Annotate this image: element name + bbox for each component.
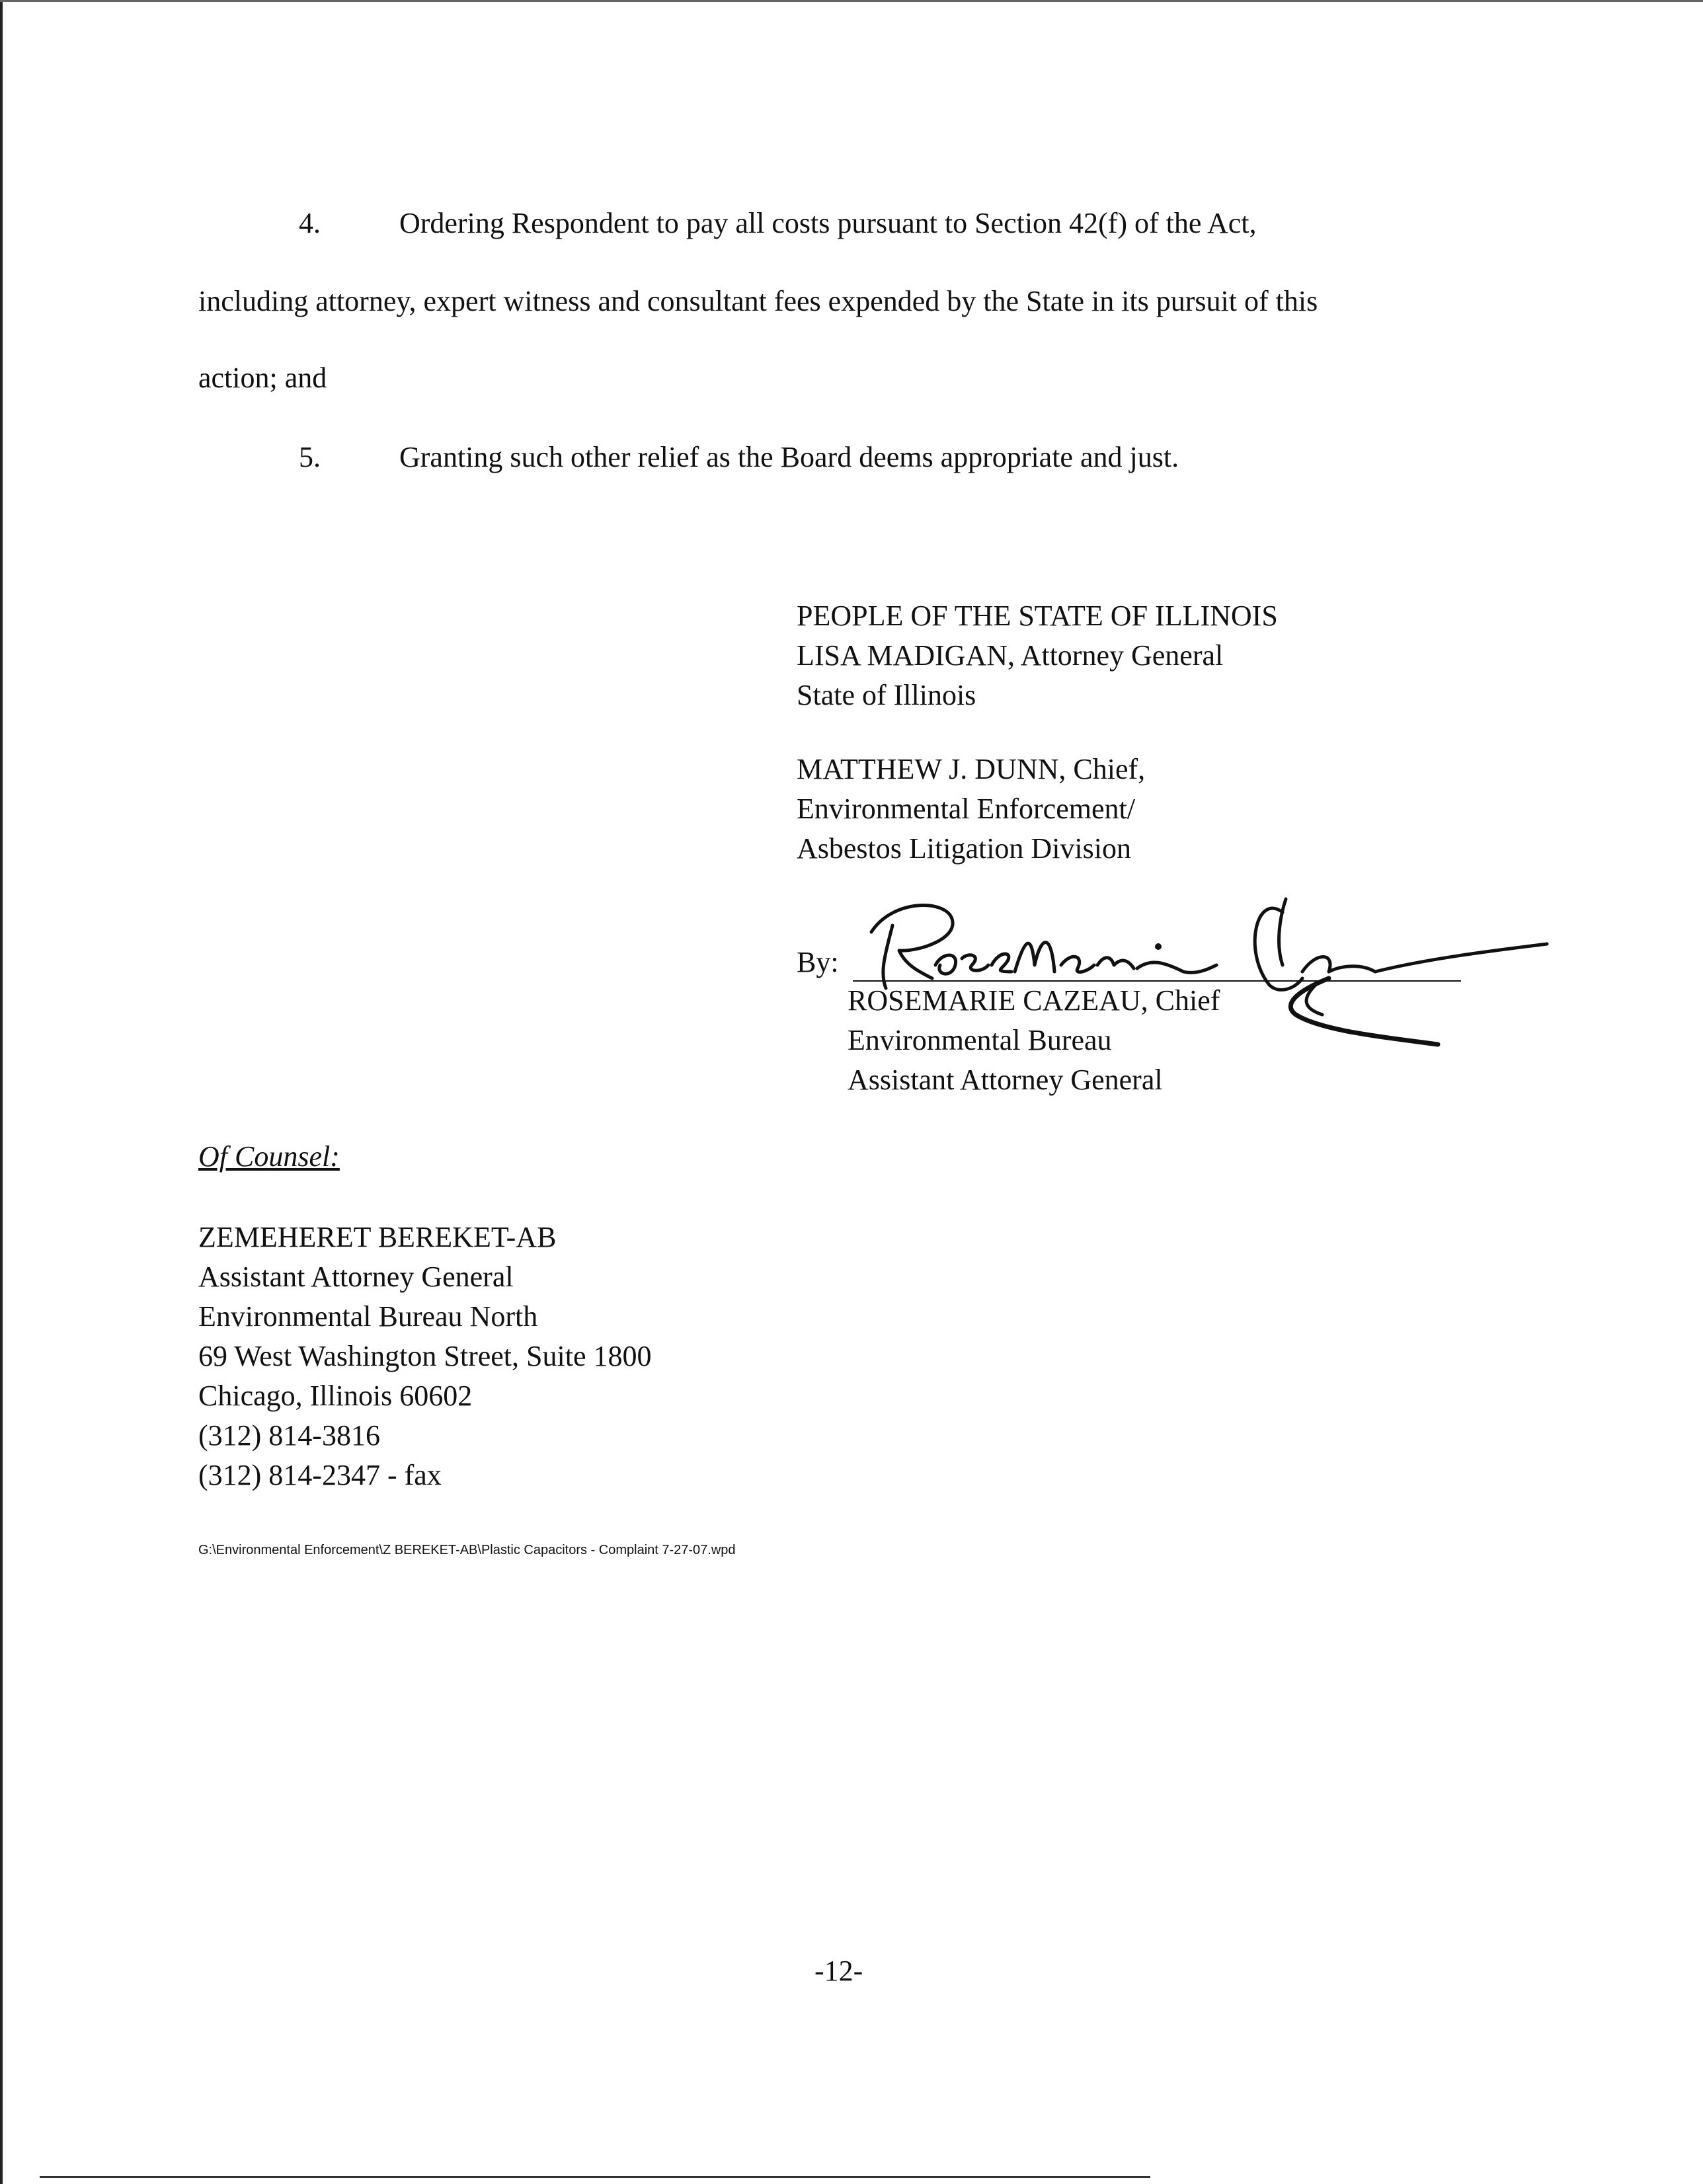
plaintiff-line: LISA MADIGAN, Attorney General <box>797 639 1224 672</box>
of-counsel-label: Of Counsel: <box>198 1140 340 1173</box>
counsel-line: (312) 814-3816 <box>198 1419 380 1452</box>
page-edge-top <box>0 0 1703 2</box>
plaintiff-line: State of Illinois <box>797 679 976 711</box>
signer-line: Assistant Attorney General <box>848 1064 1163 1096</box>
file-path-footer: G:\Environmental Enforcement\Z BEREKET-AB\Plastic Capacitors - Complaint 7-27-07.wpd <box>198 1543 736 1557</box>
counsel-line: 69 West Washington Street, Suite 1800 <box>198 1340 652 1372</box>
item-4-line-3: action; and <box>198 362 327 394</box>
item-5-line-1: Granting such other relief as the Board deems appropriate and just. <box>399 441 1179 473</box>
counsel-block <box>198 1218 651 1495</box>
item-4-number: 4. <box>299 207 321 239</box>
counsel-line: ZEMEHERET BEREKET-AB <box>198 1221 557 1253</box>
chief-block <box>797 750 1145 869</box>
signer-block <box>848 981 1220 1100</box>
item-5-number: 5. <box>299 441 321 473</box>
counsel-line: Chicago, Illinois 60602 <box>198 1380 473 1412</box>
signer-line: Environmental Bureau <box>848 1024 1112 1056</box>
chief-line: MATTHEW J. DUNN, Chief, <box>797 753 1146 785</box>
page-edge-bottom <box>40 2176 1150 2178</box>
plaintiff-line: PEOPLE OF THE STATE OF ILLINOIS <box>797 600 1278 632</box>
counsel-line: Assistant Attorney General <box>198 1261 514 1293</box>
item-4-line-1: Ordering Respondent to pay all costs pursuant to Section 42(f) of the Act, <box>399 207 1257 239</box>
counsel-line: Environmental Bureau North <box>198 1300 538 1333</box>
by-label: By: <box>797 946 839 978</box>
chief-line: Environmental Enforcement/ <box>797 793 1135 825</box>
chief-line: Asbestos Litigation Division <box>797 832 1131 865</box>
page-edge-left <box>0 0 3 2184</box>
page-number: -12- <box>814 1955 863 1987</box>
plaintiff-block <box>797 596 1278 715</box>
counsel-line: (312) 814-2347 - fax <box>198 1459 442 1491</box>
item-4-line-2: including attorney, expert witness and consultant fees expended by the State in its pursuit of this <box>198 285 1318 317</box>
signer-line: ROSEMARIE CAZEAU, Chief <box>848 984 1220 1017</box>
